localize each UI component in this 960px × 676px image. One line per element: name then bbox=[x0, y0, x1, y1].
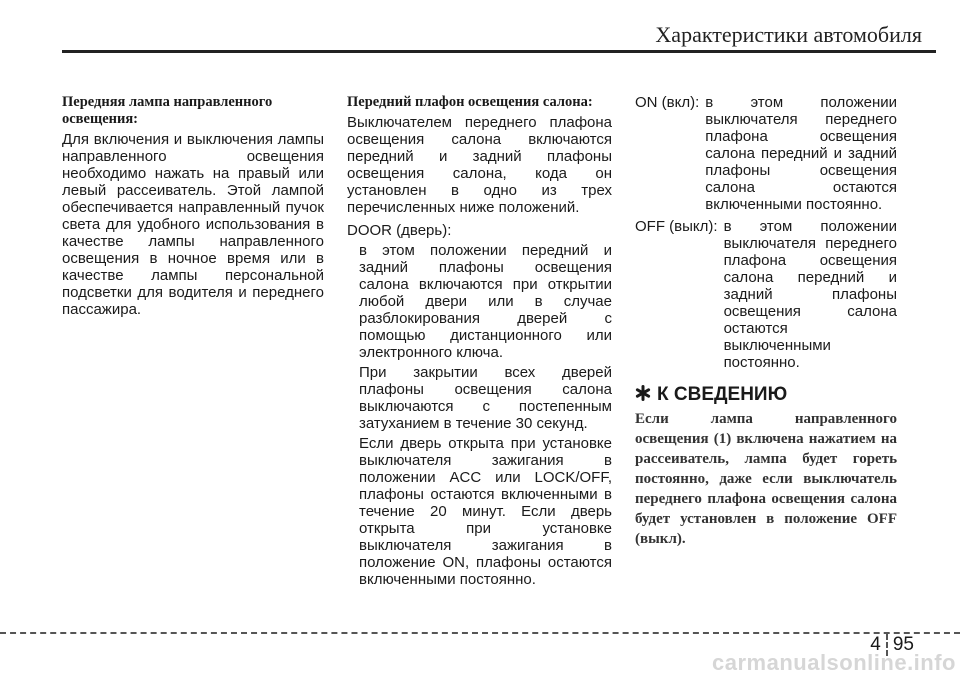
mode-label: ON (вкл): bbox=[635, 94, 700, 111]
footer-rule bbox=[0, 632, 960, 634]
chapter-number: 4 bbox=[870, 634, 881, 655]
door-paragraph: При закрытии всех дверей плафоны освещения салона выключаются с постепенным затуханием в течение 30 секунд. bbox=[359, 364, 612, 432]
column-3 bbox=[635, 94, 897, 549]
note-title-text: К СВЕДЕНИЮ bbox=[657, 384, 788, 405]
mode-text: в этом положении выключателя переднего плафона освещения салона передний и задний плафоны освещения салона остаются включенными постоянно. bbox=[705, 94, 897, 213]
section-intro: Выключателем переднего плафона освещения салона включаются передний и задний плафоны освещения салона, кода он установлен в одно из трех перечисленных ниже положений. bbox=[347, 114, 612, 216]
mode-on bbox=[635, 94, 897, 213]
column-2 bbox=[347, 94, 612, 591]
note-title bbox=[635, 385, 897, 404]
asterisk-icon bbox=[635, 385, 651, 404]
watermark: carmanualsonline.info bbox=[712, 650, 956, 675]
section-heading: Передняя лампа направленного освещения: bbox=[62, 94, 273, 127]
section-body: Для включения и выключения лампы направленного освещения необходимо нажать на правый или левый рассеиватель. Этой лампой обеспечивается направленный пучок света для удобного использования в качестве лампы направленного освещения в ночное время или в качестве лампы персональной подсветки для водителя и переднего пассажира. bbox=[62, 131, 324, 318]
mode-text: в этом положении выключателя переднего плафона освещения салона передний и задний плафоны освещения салона остаются выключенными постоянно. bbox=[723, 218, 897, 371]
page-number-value: 95 bbox=[892, 634, 914, 655]
section-heading: Передний плафон освещения салона: bbox=[347, 94, 593, 110]
note-body: Если лампа направленного освещения (1) включена нажатием на рассеиватель, лампа будет гореть постоянно, даже если выключатель переднего плафона освещения салона будет установлен в положение OFF (выкл). bbox=[635, 411, 897, 547]
header-rule bbox=[62, 50, 936, 53]
door-label: DOOR (дверь): bbox=[347, 222, 452, 239]
door-paragraph: Если дверь открыта при установке выключателя зажигания в положении ACC или LOCK/OFF, плафоны остаются включенными в течение 20 минут. Если дверь открыта при установке выключателя зажигания в положение ON, плафоны остаются включенными постоянно. bbox=[359, 435, 612, 588]
page-header-title: Характеристики автомобиля bbox=[655, 22, 922, 47]
mode-label: OFF (выкл): bbox=[635, 218, 718, 235]
column-1 bbox=[62, 94, 324, 318]
mode-off bbox=[635, 218, 897, 371]
door-paragraph: в этом положении передний и задний плафоны освещения салона включаются при открытии любой двери или в случае разблокирования дверей с помощью дистанционного или электронного ключа. bbox=[359, 242, 612, 361]
